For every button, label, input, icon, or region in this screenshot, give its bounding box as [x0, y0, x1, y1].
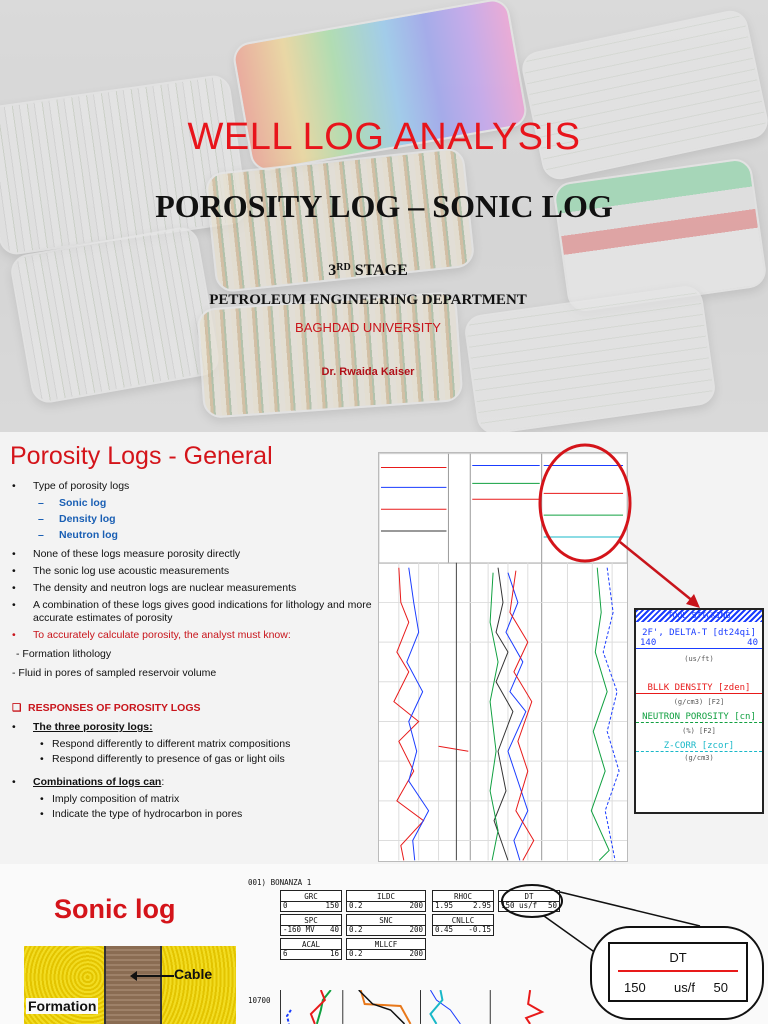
slide-subtitle: POROSITY LOG – SONIC LOG	[155, 188, 613, 224]
connector-line	[560, 892, 700, 926]
title-slide	[0, 0, 768, 432]
slide-title: WELL LOG ANALYSIS	[187, 116, 581, 158]
curve-cell-ildc: ILDC 0.2 200	[346, 890, 426, 912]
depth-label: 10700	[248, 996, 271, 1005]
list-item: • The three porosity logs:	[12, 721, 153, 733]
list-item: • To accurately calculate porosity, the analyst must know:	[12, 629, 291, 641]
list-item: • Indicate the type of hydrocarbon in pores	[40, 808, 243, 820]
arrow-head-icon	[686, 594, 700, 608]
list-item: - Formation lithology	[16, 648, 112, 660]
list-item: – Density log	[38, 513, 116, 525]
list-item: • Respond differently to presence of gas or light oils	[40, 753, 285, 765]
porosity-log-figure	[378, 452, 628, 862]
porosity-general-slide	[0, 432, 768, 864]
list-item: • None of these logs measure porosity directly	[12, 548, 241, 560]
zoom-scale: 140 40	[636, 638, 762, 649]
dt-scale-unit: us/f	[674, 980, 695, 995]
list-item: • A combination of these logs gives good indications for lithology and more accurate estimates of porosity	[12, 599, 372, 624]
list-item: • The density and neutron logs are nuclear measurements	[12, 582, 297, 594]
stage-line: 3RD STAGE	[328, 262, 408, 279]
cable-arrow-icon	[136, 975, 174, 977]
cable-label: Cable	[174, 966, 213, 982]
highlight-arrow	[620, 542, 694, 602]
curve-cell-snc: SNC 0.2 200	[346, 914, 426, 936]
curve-cell-rhoc: RHOC 1.95 2.95	[432, 890, 494, 912]
sonic-log-slide	[0, 864, 768, 1024]
list-item: • Imply composition of matrix	[40, 793, 180, 805]
list-item: - Fluid in pores of sampled reservoir volume	[12, 667, 217, 679]
borehole	[104, 946, 162, 1024]
log-header-table	[246, 878, 564, 1024]
zoom-unit: (us/ft)	[684, 655, 714, 663]
curve-cell-dt: DT 150 us/f 50	[498, 890, 560, 912]
bullet-list	[12, 480, 372, 823]
list-item: – Neutron log	[38, 529, 118, 541]
slide-title: Sonic log	[54, 894, 176, 924]
formation-label: Formation	[28, 998, 97, 1014]
list-item: – Sonic log	[38, 497, 107, 509]
zoom-curve-label: BLLK DENSITY [zden]	[636, 683, 762, 694]
department-line: PETROLEUM ENGINEERING DEPARTMENT	[209, 292, 527, 308]
author-line: Dr. Rwaida Kaiser	[321, 366, 415, 378]
zoom-unit: (g/cm3) [F2]	[673, 698, 725, 706]
university-line: BAGHDAD UNIVERSITY	[295, 320, 441, 335]
log-header-zoom	[634, 608, 764, 814]
list-item: • The sonic log use acoustic measurements	[12, 565, 230, 577]
dt-scale-low: 150	[624, 980, 646, 995]
section-heading: ❑ RESPONSES OF POROSITY LOGS	[12, 702, 201, 714]
dt-scale-high: 50	[713, 980, 728, 995]
zoom-curve-label: NEUTRON POROSITY [cn]	[636, 712, 762, 723]
list-item: • Combinations of logs can:	[12, 776, 165, 788]
well-name: 001) BONANZA 1	[248, 878, 312, 887]
zoom-unit: (g/cm3)	[684, 754, 714, 762]
curve-cell-grc: GRC 0 150	[280, 890, 342, 912]
curve-cell-cnllc: CNLLC 0.45 -0.15	[432, 914, 494, 936]
slide-title: Porosity Logs - General	[10, 442, 273, 470]
zoom-curve-label: Z-CORR [zcor]	[636, 741, 762, 752]
curve-cell-acal: ACAL 6 16	[280, 938, 342, 960]
zoom-unit: (%) [F2]	[682, 727, 716, 735]
log-tracks	[280, 990, 562, 1024]
dt-curve-line	[618, 970, 738, 972]
dt-curve-name: DT	[669, 950, 687, 965]
zoom-header: TOOL STICKING	[636, 610, 762, 622]
curve-cell-mllcf: MLLCF 0.2 200	[346, 938, 426, 960]
dt-zoom-box	[608, 942, 748, 1002]
list-item: • Type of porosity logs	[12, 480, 130, 492]
dt-zoom-callout	[590, 926, 764, 1020]
borehole-diagram	[24, 946, 236, 1024]
zoom-curve-label: 2F', DELTA-T [dt24qi]	[642, 628, 756, 638]
list-item: • Respond differently to different matrix compositions	[40, 738, 291, 750]
curve-cell-spc: SPC -160 MV 40	[280, 914, 342, 936]
